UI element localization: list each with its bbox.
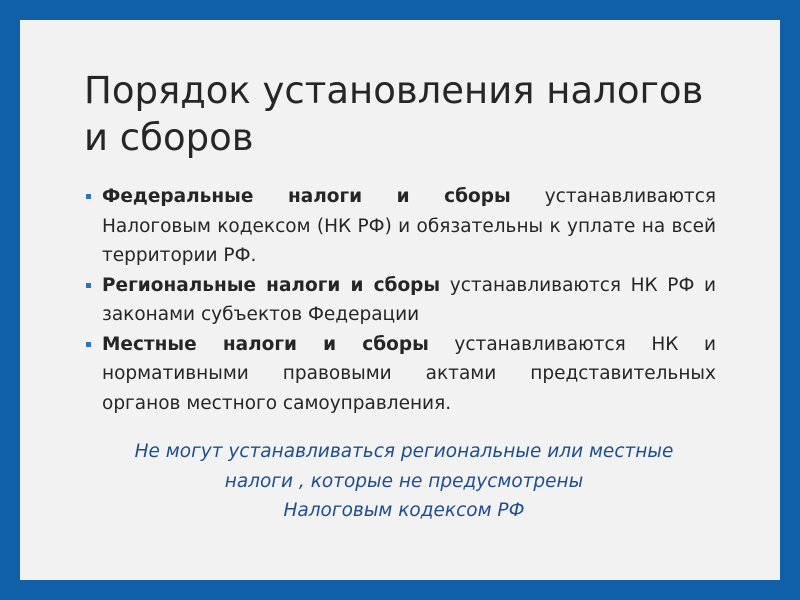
bullet-text-local: устанавливаются НК и нормативными правовыми актами представительных органов местного самоуправления. — [102, 333, 716, 414]
bullet-bold-local: Местные налоги и сборы — [102, 333, 429, 355]
note-line-2: налоги , которые не предусмотрены — [224, 470, 584, 492]
bullet-item-regional — [84, 271, 716, 330]
slide-title-line-1: Порядок установления налогов — [84, 69, 704, 112]
slide-title — [84, 67, 724, 161]
slide — [20, 20, 780, 580]
note-line-3: Налоговым кодексом РФ — [283, 500, 525, 521]
bullet-item-federal — [84, 182, 716, 271]
bullet-item-local — [84, 330, 716, 419]
bullet-text-federal: устанавливаются Налоговым кодексом (НК РФ) и обязательны к уплате на всей территории РФ. — [102, 186, 717, 266]
italic-note — [84, 437, 724, 526]
bullet-bold-federal: Федеральные налоги и сборы — [102, 186, 511, 207]
bullet-list — [84, 182, 716, 418]
bullet-bold-regional: Региональные налоги и сборы — [102, 274, 441, 296]
slide-title-line-2: и сборов — [84, 116, 254, 159]
bullet-text-regional: устанавливаются НК РФ и законами субъектов Федерации — [102, 274, 716, 325]
note-line-1: Не могут устанавливаться региональные или местные — [134, 441, 674, 462]
